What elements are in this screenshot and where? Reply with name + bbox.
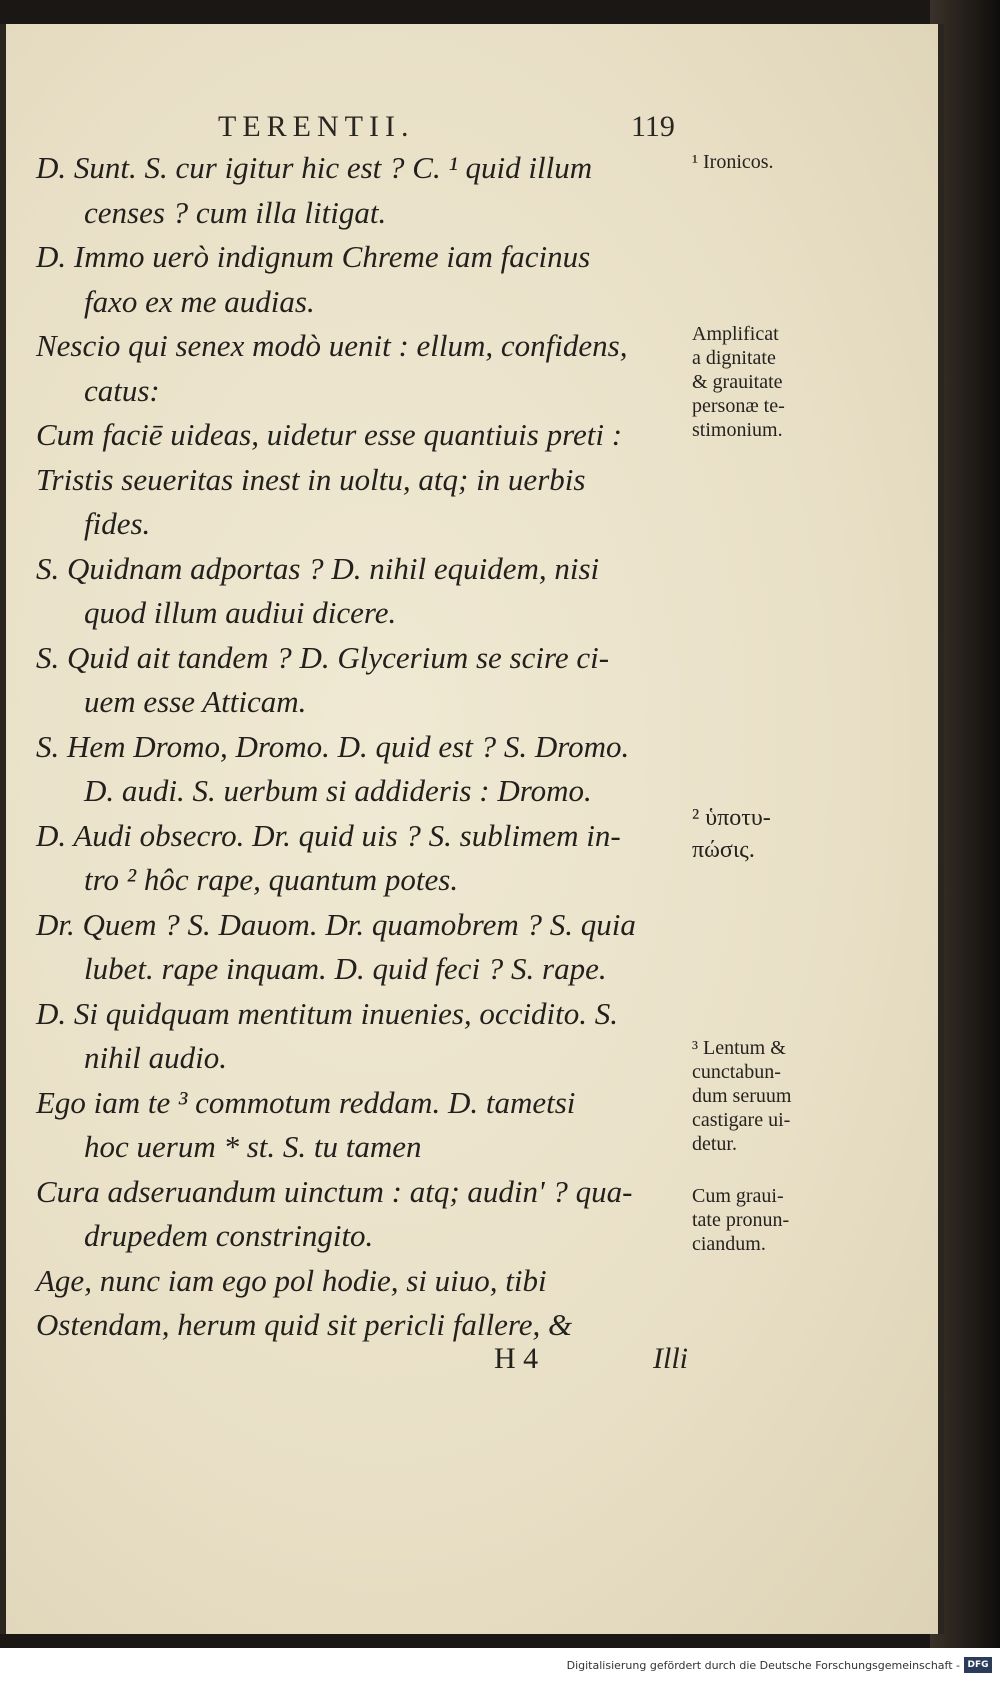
- text-line: S. Quid ait tandem ? D. Glycerium se scire ci-: [36, 639, 610, 675]
- text-line: D. Si quidquam mentitum inuenies, occidito. S.: [36, 995, 619, 1031]
- signature-mark: H 4: [494, 1342, 539, 1375]
- margin-note-lentum: ³ Lentum & cunctabun- dum seruum castigare ui- detur.: [692, 1037, 792, 1155]
- funding-credit: Digitalisierung gefördert durch die Deutsche Forschungsgemeinschaft -: [566, 1659, 960, 1672]
- text-line: Nescio qui senex modò uenit : ellum, confidens,: [36, 328, 628, 363]
- digitization-footer: [0, 1648, 1000, 1684]
- text-line: faxo ex me audias.: [84, 283, 315, 319]
- text-line: Ego iam te ³ commotum reddam. D. tametsi: [36, 1084, 576, 1120]
- text-line: D. Immo uerò indignum Chreme iam facinus: [36, 239, 591, 274]
- text-line: tro ² hôc rape, quantum potes.: [84, 862, 459, 897]
- margin-note-amplificat: Amplificat a dignitate & grauitate personæ te- stimonium.: [692, 323, 785, 441]
- text-line: uem esse Atticam.: [84, 684, 307, 719]
- margin-note-cum-grauitate: Cum graui- tate pronun- ciandum.: [692, 1185, 790, 1255]
- margin-notes: [692, 24, 852, 1524]
- text-line: drupedem constringito.: [84, 1218, 374, 1253]
- page-catch-line: [6, 1342, 938, 1382]
- running-title: TERENTII.: [218, 110, 415, 143]
- dfg-logo: DFG: [964, 1657, 992, 1673]
- text-line: Age, nunc iam ego pol hodie, si uiuo, tibi: [36, 1262, 547, 1298]
- catchword: Illi: [653, 1342, 688, 1375]
- text-line: Cura adseruandum uinctum : atq; audin' ? qua-: [36, 1173, 633, 1209]
- text-line: Cum faciē uideas, uidetur esse quantiuis preti :: [36, 417, 623, 452]
- text-line: S. Quidnam adportas ? D. nihil equidem, nisi: [36, 550, 600, 586]
- text-line: Tristis seueritas inest in uoltu, atq; in uerbis: [36, 461, 586, 497]
- text-line: Dr. Quem ? S. Dauom. Dr. quamobrem ? S. quia: [36, 906, 636, 942]
- text-line: Ostendam, herum quid sit pericli fallere, &: [36, 1307, 573, 1342]
- page-number: 119: [631, 110, 675, 143]
- margin-note-ironicos: ¹ Ironicos.: [692, 151, 774, 173]
- text-line: S. Hem Dromo, Dromo. D. quid est ? S. Dromo.: [36, 728, 630, 764]
- text-line: censes ? cum illa litigat.: [84, 194, 387, 230]
- margin-note-hypotyposis: ² ὑποτυ- πώσις.: [692, 805, 771, 863]
- main-text-block: [36, 146, 696, 1348]
- text-line: quod illum audiui dicere.: [84, 595, 397, 630]
- text-line: hoc uerum * st. S. tu tamen: [84, 1129, 422, 1164]
- text-line: nihil audio.: [84, 1040, 227, 1075]
- text-line: fides.: [84, 506, 151, 541]
- text-line: D. Audi obsecro. Dr. quid uis ? S. sublimem in-: [36, 817, 621, 853]
- text-line: catus:: [84, 372, 160, 408]
- text-line: D. audi. S. uerbum si addideris : Dromo.: [84, 773, 592, 808]
- text-line: D. Sunt. S. cur igitur hic est ? C. ¹ quid illum: [36, 150, 593, 185]
- book-page: [6, 24, 944, 1634]
- text-line: lubet. rape inquam. D. quid feci ? S. rape.: [84, 951, 607, 986]
